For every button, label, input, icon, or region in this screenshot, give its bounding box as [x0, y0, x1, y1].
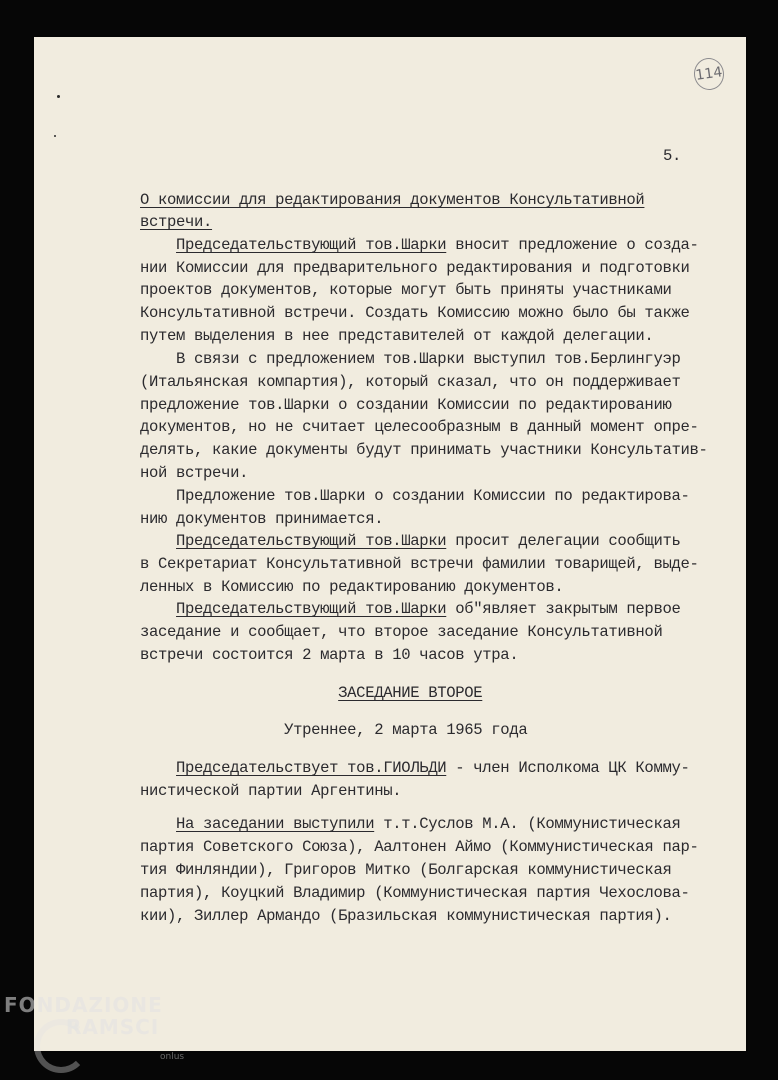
text-line — [140, 905, 671, 928]
text-segment — [140, 759, 176, 777]
text-segment: в Секретариат Консультативной встречи фамилии товарищей, выде- — [140, 555, 699, 573]
text-line — [140, 234, 698, 257]
text-segment: - член Исполкома ЦК Комму- — [446, 759, 690, 777]
text-line — [140, 882, 689, 905]
text-segment: встречи состоится 2 марта в 10 часов утра. — [140, 646, 519, 664]
text-line — [140, 508, 383, 531]
text-line — [140, 859, 671, 882]
text-line — [140, 439, 708, 462]
text-segment: путем выделения в нее представителей от каждой делегации. — [140, 327, 654, 345]
watermark-line-3: onlus — [160, 1052, 185, 1062]
text-segment: документов, но не считает целесообразным в данный момент опре- — [140, 418, 699, 436]
text-line — [140, 813, 680, 836]
text-line — [140, 189, 644, 212]
text-line — [140, 598, 680, 621]
paper-speck — [54, 135, 56, 137]
text-line — [140, 621, 662, 644]
text-line — [140, 348, 680, 371]
underlined-text: На заседании выступили — [176, 815, 375, 833]
text-segment — [140, 600, 176, 618]
underlined-text: Председательствует тов.ГИОЛЬДИ — [176, 759, 447, 777]
text-line — [140, 462, 248, 485]
text-segment: кии), Зиллер Армандо (Бразильская коммунистическая партия). — [140, 907, 672, 925]
text-segment: т.т.Суслов М.А. (Коммунистическая — [374, 815, 681, 833]
watermark-line-1: FONDAZIONE — [4, 993, 163, 1017]
text-segment — [140, 684, 338, 702]
text-segment: (Итальянская компартия), который сказал, что он поддерживает — [140, 373, 681, 391]
text-segment: заседание и сообщает, что второе заседание Консультативной — [140, 623, 663, 641]
text-line — [140, 211, 212, 234]
underlined-text: Председательствующий тов.Шарки — [176, 600, 447, 618]
text-line — [140, 644, 518, 667]
text-segment: просит делегации сообщить — [446, 532, 681, 550]
text-segment: нистической партии Аргентины. — [140, 782, 402, 800]
text-line — [140, 530, 680, 553]
text-segment: Утреннее, 2 марта 1965 года — [140, 721, 528, 739]
text-line — [140, 836, 698, 859]
text-segment: Предложение тов.Шарки о создании Комиссии по редактирова- — [140, 487, 690, 505]
text-line — [140, 371, 680, 394]
text-segment: проектов документов, которые могут быть приняты участниками — [140, 281, 672, 299]
text-line — [140, 780, 401, 803]
text-segment — [140, 532, 176, 550]
archive-page-number-stamp — [692, 56, 726, 92]
text-segment — [140, 236, 176, 254]
text-line — [140, 279, 671, 302]
text-line — [140, 553, 698, 576]
text-segment: об"являет закрытым первое — [446, 600, 681, 618]
text-segment: нию документов принимается. — [140, 510, 384, 528]
page-number: 5. — [663, 147, 682, 165]
text-segment: В связи с предложением тов.Шарки выступил тов.Берлингуэр — [140, 350, 681, 368]
text-segment: партия Советского Союза), Аалтонен Аймо (Коммунистическая пар- — [140, 838, 699, 856]
text-line — [140, 325, 653, 348]
underlined-text: Председательствующий тов.Шарки — [176, 236, 447, 254]
text-line — [140, 394, 671, 417]
document-page — [34, 37, 746, 1051]
text-line — [140, 302, 689, 325]
text-line — [140, 416, 698, 439]
text-line — [140, 719, 527, 742]
text-line — [140, 682, 482, 705]
text-segment: Консультативной встречи. Создать Комиссию можно было бы также — [140, 304, 690, 322]
text-line — [140, 757, 689, 780]
text-segment — [140, 815, 176, 833]
text-segment: партия), Коуцкий Владимир (Коммунистическая партия Чехослова- — [140, 884, 690, 902]
underlined-text: Председательствующий тов.Шарки — [176, 532, 447, 550]
archive-page-number: 114 — [694, 64, 724, 84]
underlined-text: О комиссии для редактирования документов Консультативной — [140, 191, 645, 209]
text-segment: предложение тов.Шарки о создании Комиссии по редактированию — [140, 396, 672, 414]
underlined-text: ЗАСЕДАНИЕ ВТОРОЕ — [338, 684, 483, 702]
underlined-text: встречи. — [140, 213, 213, 231]
paper-speck — [57, 95, 60, 98]
text-line — [140, 576, 563, 599]
text-segment: ленных в Комиссию по редактированию документов. — [140, 578, 564, 596]
text-line — [140, 257, 689, 280]
text-segment: тия Финляндии), Григоров Митко (Болгарская коммунистическая — [140, 861, 672, 879]
watermark-line-2: RAMSCI — [66, 1015, 160, 1039]
text-line — [140, 485, 689, 508]
text-segment: делять, какие документы будут принимать участники Консультатив- — [140, 441, 708, 459]
text-segment: вносит предложение о созда- — [446, 236, 699, 254]
text-segment: нии Комиссии для предварительного редактирования и подготовки — [140, 259, 690, 277]
text-segment: ной встречи. — [140, 464, 249, 482]
